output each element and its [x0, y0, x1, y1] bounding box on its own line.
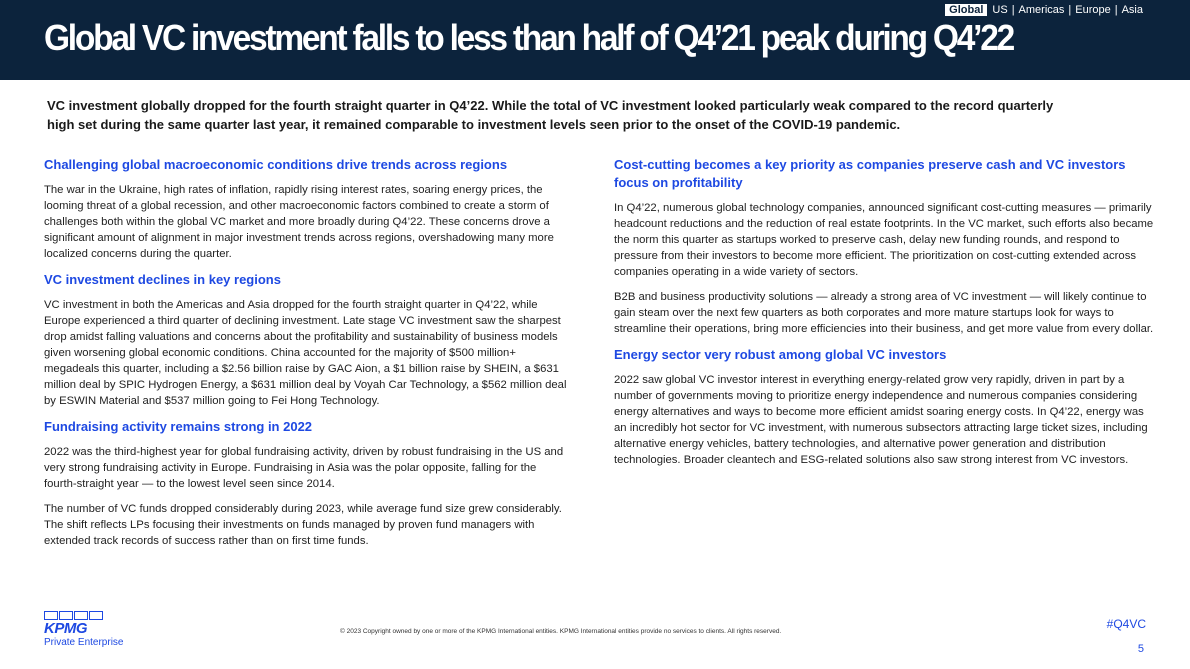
region-tab-americas[interactable]: Americas [1018, 4, 1065, 16]
region-tab-us[interactable]: US [992, 4, 1008, 16]
section-heading: Fundraising activity remains strong in 2022 [44, 419, 313, 434]
section-paragraph: In Q4’22, numerous global technology companies, announced significant cost-cutting measures — primarily headcount reductions and the reduction of real estate footprints. In the VC market, such efforts also became the norm this quarter as startups worked to preserve cash, delay new funding rounds, and respond to pressure from their investors to become more efficient. The prioritization on cost-cutting extended across companies operating in a wide variety of sectors. [614, 202, 1154, 278]
nav-separator: | [1068, 4, 1072, 16]
logo-subtitle: Private Enterprise [44, 637, 124, 648]
left-column [44, 156, 572, 558]
section-paragraph: 2022 was the third-highest year for global fundraising activity, driven by robust fundraising in the US and very strong fundraising activity in Europe. Fundraising in Asia was the polar opposite, falling for the fourth-straight year — to the lowest level seen since 2014. [44, 446, 564, 490]
right-column [614, 156, 1158, 477]
logo-wordmark: KPMG [44, 620, 87, 637]
region-tab-global[interactable]: Global [945, 4, 987, 16]
copyright-notice: © 2023 Copyright owned by one or more of the KPMG International entities. KPMG International entities provide no services to clients. All rights reserved. [340, 628, 782, 635]
region-tab-europe[interactable]: Europe [1075, 4, 1111, 16]
page-number: 5 [1137, 643, 1144, 655]
section-paragraph: The number of VC funds dropped considerably during 2023, while average fund size grew considerably. The shift reflects LPs focusing their investments on funds managed by proven fund managers with extended track records of success rather than on first time funds. [44, 503, 562, 547]
header-bar [0, 0, 1190, 80]
intro-summary: VC investment globally dropped for the fourth straight quarter in Q4’22. While the total of VC investment looked particularly weak compared to the record quarterly high set during the same quarter last year, it remained comparable to investment levels seen prior to the onset of the COVID-19 pandemic. [47, 98, 1054, 132]
section-paragraph: B2B and business productivity solutions — already a strong area of VC investment — will likely continue to gain steam over the next few quarters as both corporates and more mature startups look for ways to streamline their operations, bring more efficiencies into their business, and get more value from every dollar. [614, 291, 1154, 335]
section-paragraph: The war in the Ukraine, high rates of inflation, rapidly rising interest rates, soaring energy prices, the looming threat of a global recession, and other macroeconomic factors combined to create a storm of challenges both within the global VC market and more broadly during Q4’22. These concerns drove a significant amount of alignment in major investment trends across regions, overshadowing many more localized concerns during the quarter. [44, 184, 554, 260]
page-title: Global VC investment falls to less than half of Q4’21 peak during Q4’22 [44, 17, 1013, 58]
section-heading: Cost-cutting becomes a key priority as companies preserve cash and VC investors focus on profitability [614, 157, 1126, 190]
region-nav [945, 4, 1146, 16]
nav-separator: | [1114, 4, 1118, 16]
kpmg-logo [44, 611, 144, 649]
section-paragraph: VC investment in both the Americas and Asia dropped for the fourth straight quarter in Q4’22, while Europe experienced a third quarter of declining investment. Late stage VC investment saw the sharpest drop amidst falling valuations and concerns about the profitability and sustainability of business models given worsening global economic conditions. China accounted for the majority of $500 million+ megadeals this quarter, including a $2.56 billion raise by GAC Aion, a $1 billion raise by SHEIN, a $631 million deal by SPIC Hydrogen Energy, a $631 million deal by Voyah Car Technology, a $562 million deal by ESWIN Material and $537 million going to Fei Hong Technology. [44, 299, 567, 407]
nav-separator: | [1011, 4, 1015, 16]
section-heading: Energy sector very robust among global VC investors [614, 347, 947, 362]
section-heading: VC investment declines in key regions [44, 272, 281, 287]
logo-boxes-icon [44, 611, 144, 620]
section-paragraph: 2022 saw global VC investor interest in everything energy-related grow very rapidly, driven in part by a number of governments moving to prioritize energy independence and numerous companies considering energy alternatives and ways to become more efficient amidst soaring energy costs. In Q4’22, energy was an incredibly hot sector for VC investment, with numerous subsectors attracting large ticket sizes, including alternative energy vehicles, battery technologies, and alternative power generation and distribution technologies. Broader cleantech and ESG-related solutions also saw strong interest from VC investors. [614, 374, 1148, 466]
hashtag-label: #Q4VC [1106, 617, 1146, 631]
section-heading: Challenging global macroeconomic conditions drive trends across regions [44, 157, 508, 172]
region-tab-asia[interactable]: Asia [1121, 4, 1143, 16]
